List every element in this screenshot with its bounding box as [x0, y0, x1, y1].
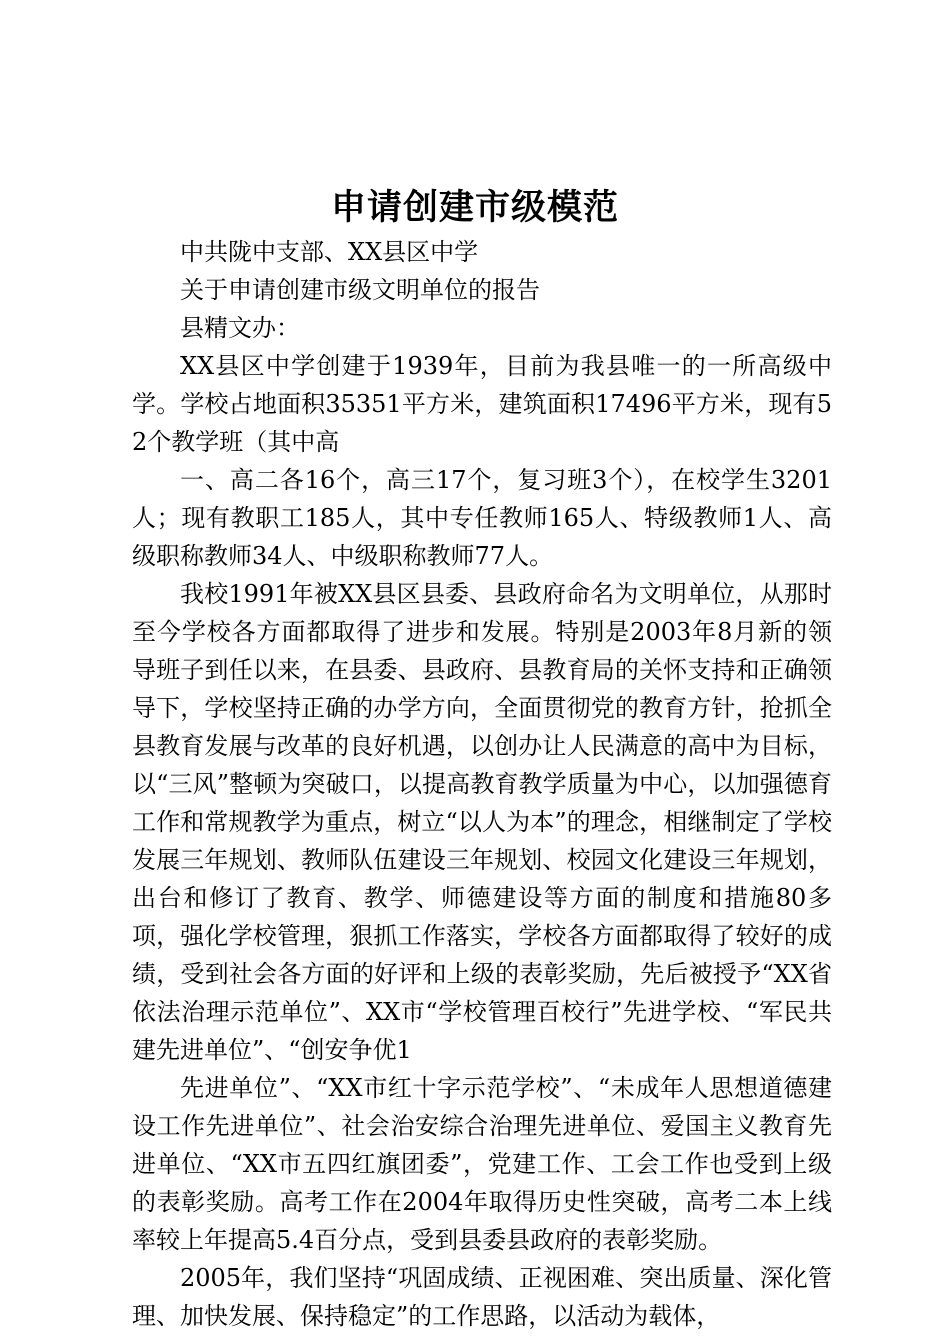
paragraph-school-intro: XX县区中学创建于1939年，目前为我县唯一的一所高级中学。学校占地面积35351平方米，建筑面积17496平方米，现有52个教学班（其中高 — [132, 352, 832, 456]
paragraph-awards: 先进单位”、“XX市红十字示范学校”、“未成年人思想道德建设工作先进单位”、社会治安综合治理先进单位、爱国主义教育先进单位、“XX市五四红旗团委”，党建工作、工会工作也受到上级的表彰奖励。高考工作在2004年取得历史性突破，高考二本上线率较上年提高5.4百分点，受到县委县政府的表彰奖励。 — [132, 1074, 832, 1254]
paragraph-school-stats: 一、高二各16个，高三17个，复习班3个），在校学生3201人；现有教职工185人，其中专任教师165人、特级教师1人、高级职称教师34人、中级职称教师77人。 — [132, 466, 832, 570]
paragraph-report-title: 关于申请创建市级文明单位的报告 — [180, 276, 540, 304]
paragraph-recipient: 县精文办： — [180, 314, 300, 342]
paragraph-achievements: 我校1991年被XX县区县委、县政府命名为文明单位，从那时至今学校各方面都取得了进步和发展。特别是2003年8月新的领导班子到任以来，在县委、县政府、县教育局的关怀支持和正确领导下，学校坚持正确的办学方向，全面贯彻党的教育方针，抢抓全县教育发展与改革的良好机遇，以创办让人民满意的高中为目标，以“三风”整顿为突破口，以提高教育教学质量为中心，以加强德育工作和常规教学为重点，树立“以人为本”的理念，相继制定了学校发展三年规划、教师队伍建设三年规划、校园文化建设三年规划，出台和修订了教育、教学、师德建设等方面的制度和措施80多项，强化学校管理，狠抓工作落实，学校各方面都取得了较好的成绩，受到社会各方面的好评和上级的表彰奖励，先后被授予“XX省依法治理示范单位”、XX市“学校管理百校行”先进学校、“军民共建先进单位”、“创安争优1 — [132, 580, 832, 1064]
paragraph-sender: 中共陇中支部、XX县区中学 — [180, 238, 479, 266]
document-title: 申请创建市级模范 — [330, 188, 619, 228]
paragraph-2005: 2005年，我们坚持“巩固成绩、正视困难、突出质量、深化管理、加快发展、保持稳定”的工作思路，以活动为载体， — [132, 1264, 832, 1330]
document-body — [132, 233, 832, 1335]
